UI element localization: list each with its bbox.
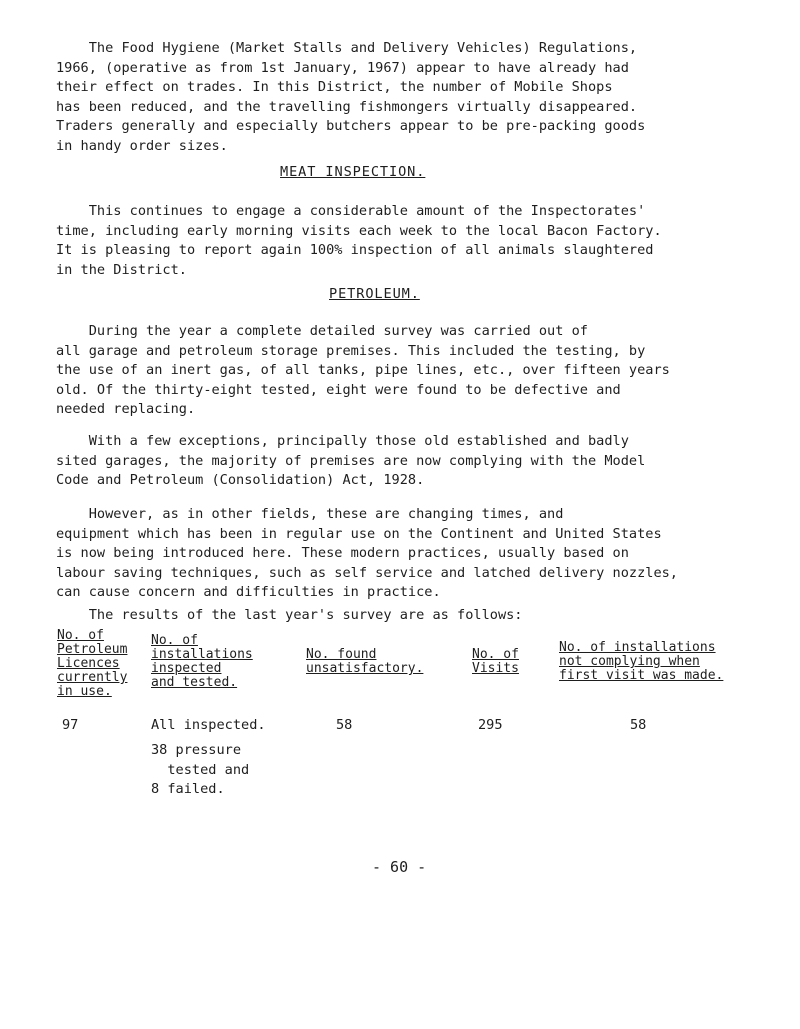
cell-not-complying: 58 (630, 717, 647, 733)
cell-unsatisfactory: 58 (336, 717, 353, 733)
meat-inspection-paragraph: This continues to engage a considerable amount of the Inspectorates' time, including early morning visits each week to the local Bacon Factory. It is pleasing to report again 100% inspection of all animals slaughtered in the District. (56, 203, 662, 278)
petroleum-paragraph-1: During the year a complete detailed survey was carried out of all garage and petroleum storage premises. This included the testing, by the use of an inert gas, of all tanks, pipe lines, etc., over fifteen years old. Of the thirty-eight tested, eight were found to be defective and needed replacing. (56, 323, 670, 418)
header-licences: No. of Petroleum Licences currently in use. (57, 628, 128, 699)
page-number: - 60 - (372, 858, 427, 876)
header-unsatisfactory: No. found unsatisfactory. (306, 647, 424, 676)
petroleum-heading: PETROLEUM. (329, 286, 420, 302)
petroleum-paragraph-2: With a few exceptions, principally those old established and badly sited garages, the majority of premises are now complying with the Model Code and Petroleum (Consolidation) Act, 1928. (56, 433, 646, 489)
header-not-complying: No. of installations not complying when first visit was made. (559, 640, 724, 683)
intro-paragraph: The Food Hygiene (Market Stalls and Delivery Vehicles) Regulations, 1966, (operative as from 1st January, 1967) appear to have already had their effect on trades. In this District, the number of Mobile Shops has been reduced, and the travelling fishmongers virtually disappeared. Traders generally and especially butchers appear to be pre-packing goods in handy order sizes. (56, 40, 646, 154)
header-visits: No. of Visits (472, 647, 519, 676)
meat-inspection-heading: MEAT INSPECTION. (280, 164, 426, 180)
cell-installations: All inspected. (151, 717, 266, 733)
cell-visits: 295 (478, 717, 503, 733)
petroleum-paragraph-3: However, as in other fields, these are changing times, and equipment which has been in regular use on the Continent and United States is now being introduced here. These modern practices, usually based on labour saving techniques, such as self service and latched delivery nozzles, can cause concern and difficulties in practice. (56, 506, 678, 601)
header-installations: No. of installations inspected and tested. (151, 633, 253, 690)
results-intro: The results of the last year's survey are as follows: (56, 607, 523, 623)
cell-installations-note: 38 pressure tested and 8 failed. (151, 742, 250, 798)
cell-licences: 97 (62, 717, 79, 733)
